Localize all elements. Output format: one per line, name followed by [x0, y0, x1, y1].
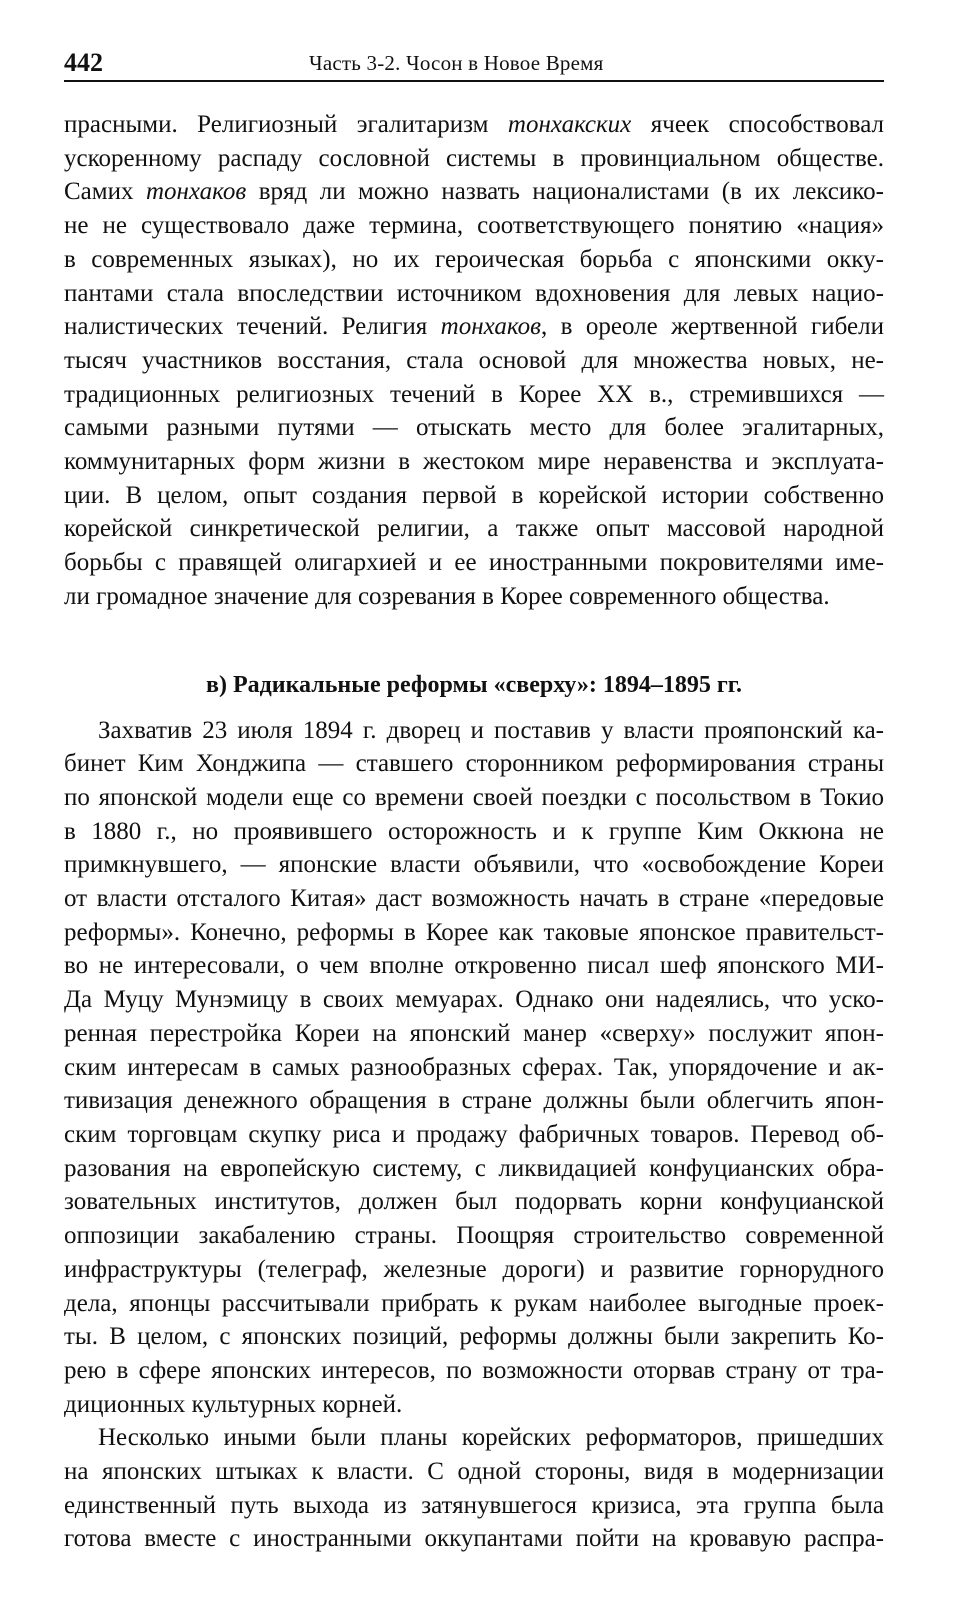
text-line [64, 310, 884, 344]
text-line: на японских штыках к власти. С одной стороны, видя в модернизации [64, 1458, 884, 1486]
text-line: Захватив 23 июля 1894 г. дворец и поставив у власти прояпонский ка- [98, 716, 884, 744]
text-line: самыми разными путями — отыскать место для более эгалитарных, [64, 414, 884, 442]
text-line: тивизация денежного обращения в стране должны были облегчить япон- [64, 1087, 884, 1115]
text-line: инфраструктуры (телеграф, железные дороги) и развитие горнорудного [64, 1255, 884, 1283]
text-line: традиционных религиозных течений в Корее XX в., стремившихся — [64, 380, 884, 408]
text-line: дела, японцы рассчитывали прибрать к рукам наиболее выгодные проек- [64, 1289, 884, 1317]
italic-term: тонхаков [145, 178, 247, 206]
text-line: примкнувшего, — японские власти объявили, что «освобождение Кореи [64, 851, 884, 879]
text-line: корейской синкретической религии, а также опыт массовой народной [64, 515, 884, 543]
section-heading: в) Радикальные реформы «сверху»: 1894–1895 гг. [206, 671, 742, 698]
text-line: пантами стала впоследствии источником вдохновения для левых нацио- [64, 279, 884, 307]
text-line [64, 175, 884, 209]
text-run: прасными. Религиозный эгалитаризм [64, 111, 508, 138]
page-content [64, 108, 884, 1556]
text-line: готова вместе с иностранными оккупантами пойти на кровавую распра- [64, 1525, 884, 1553]
text-line: в современных языках), но их героическая борьба с японскими окку- [64, 245, 884, 273]
running-title: Часть 3-2. Чосон в Новое Время [309, 51, 604, 75]
text-line: рею в сфере японских интересов, по возможности оторвав страну от тра- [64, 1356, 884, 1384]
text-line: ты. В целом, с японских позиций, реформы должны были закрепить Ко- [64, 1323, 884, 1351]
italic-term: тонхаков [440, 313, 541, 341]
text-line: не не существовало даже термина, соответствующего понятию «нация» [64, 212, 884, 240]
text-line: Да Муцу Мунэмицу в своих мемуарах. Однако они надеялись, что уско- [64, 986, 884, 1014]
text-line [64, 108, 884, 142]
text-line: тысяч участников восстания, стала основой для множества новых, не- [64, 346, 884, 374]
text-line: по японской модели еще со времени своей поездки с посольством в Токио [64, 783, 884, 811]
paragraph-3 [64, 1421, 884, 1556]
page-number: 442 [64, 48, 103, 77]
text-line: зовательных институтов, должен был подорвать корни конфуцианской [64, 1188, 884, 1216]
text-line: ренная перестройка Кореи на японский манер «сверху» послужит япон- [64, 1019, 884, 1047]
page-header [64, 44, 884, 82]
paragraph-1 [64, 108, 884, 614]
text-line: коммунитарных форм жизни в жестоком мире неравенства и эксплуата- [64, 448, 884, 476]
text-run: налистических течений. Религия [64, 313, 441, 341]
text-line: ускоренному распаду сословной системы в провинциальном обществе. [64, 144, 884, 172]
italic-term: тонхакских [507, 111, 632, 138]
text-run: Самих [64, 178, 146, 206]
paragraph-2 [64, 714, 884, 1422]
text-line: диционных культурных корней. [64, 1390, 403, 1418]
text-line: Несколько иными были планы корейских реформаторов, пришедших [98, 1424, 884, 1452]
text-line: ли громадное значение для созревания в Корее современного общества. [64, 582, 830, 610]
text-line: борьбы с правящей олигархией и ее иностранными покровителями име- [64, 549, 884, 577]
text-line: ским интересам в самых разнообразных сферах. Так, упорядочение и ак- [64, 1053, 884, 1081]
text-run: вряд ли можно назвать националистами (в их лексико- [246, 178, 884, 206]
text-run: , в ореоле жертвенной гибели [541, 313, 884, 341]
text-line: от власти отсталого Китая» даст возможность начать в стране «передовые [64, 885, 884, 913]
text-line: в 1880 г., но проявившего осторожность и к группе Ким Оккюна не [64, 817, 884, 845]
text-line: во не интересовали, о чем вполне откровенно писал шеф японского МИ- [64, 952, 884, 980]
text-line: ским торговцам скупку риса и продажу фабричных товаров. Перевод об- [64, 1120, 884, 1148]
text-line: единственный путь выхода из затянувшегося кризиса, эта группа была [64, 1491, 884, 1519]
text-line: ции. В целом, опыт создания первой в корейской истории собственно [64, 481, 884, 509]
text-line: реформы». Конечно, реформы в Корее как таковые японское правительст- [64, 918, 884, 946]
text-line: разования на европейскую систему, с ликвидацией конфуцианских обра- [64, 1154, 884, 1182]
text-line: оппозиции закабалению страны. Поощряя строительство современной [64, 1222, 884, 1250]
text-run: ячеек способствовал [631, 111, 884, 138]
text-line: бинет Ким Хонджипа — ставшего сторонником реформирования страны [64, 750, 884, 778]
